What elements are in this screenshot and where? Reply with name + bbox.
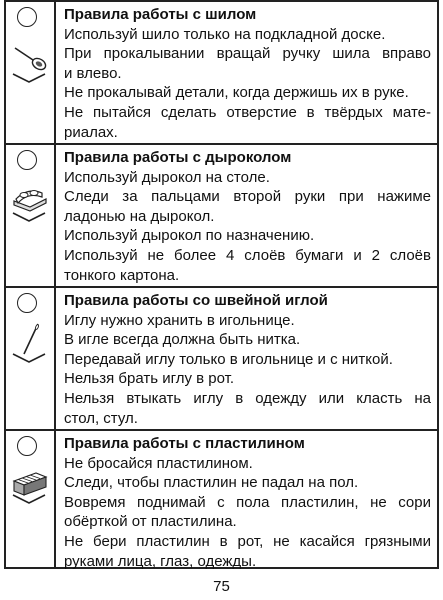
rule-line: В игле всегда должна быть нитка. [64,331,301,349]
checkbox-circle-icon [17,436,37,456]
rule-line: тонкого картона. [64,266,180,284]
section-sidebar [6,2,56,143]
section-content [64,148,431,285]
rule-section-awl [6,2,437,145]
section-title: Правила работы с пластилином [64,435,305,452]
rule-line: Вовремя поднимай с пола пластилин, не сори [64,493,431,511]
rule-section-hole-punch [6,145,437,288]
section-title: Правила работы с шилом [64,6,257,23]
rule-line: Используй шило только на подкладной доске. [64,25,386,43]
rule-line: ладонью на дырокол. [64,207,215,225]
chevron-down-icon [12,211,46,223]
section-sidebar [6,431,56,567]
rule-line: При прокалывании вращай ручку шила вправо [64,45,431,63]
chevron-down-icon [12,493,46,505]
rule-line: Передавай иглу только в игольнице и с ниткой. [64,350,393,368]
section-content [64,5,431,142]
checkbox-circle-icon [17,293,37,313]
section-content [64,434,431,571]
rule-line: Используй дырокол на столе. [64,168,270,186]
rule-section-plasticine [6,431,437,570]
checkbox-circle-icon [17,7,37,27]
rules-table [4,0,439,569]
section-sidebar [6,288,56,429]
rule-line: Нельзя брать иглу в рот. [64,370,235,388]
rule-line: Не бери пластилин в рот, не касайся грязными [64,532,431,550]
rule-line: Используй не более 4 слоёв бумаги и 2 слоёв [64,246,431,264]
section-content [64,291,431,428]
section-sidebar [6,145,56,286]
rule-line: риалах. [64,123,118,141]
chevron-down-icon [12,352,46,364]
rule-line: Иглу нужно хранить в игольнице. [64,311,295,329]
rule-line: Не пытайся сделать отверстие в твёрдых мате- [64,103,431,121]
rule-line: и влево. [64,64,122,82]
checkbox-circle-icon [17,150,37,170]
rule-line: Следи, чтобы пластилин не падал на пол. [64,474,359,492]
rule-line: стол, стул. [64,409,138,427]
rule-line: Используй дырокол по назначению. [64,227,315,245]
rule-line: Нельзя втыкать иглу в одежду или класть на [64,389,431,407]
page-number: 75 [213,578,230,595]
rule-section-sewing-needle [6,288,437,431]
chevron-down-icon [12,72,46,84]
rule-line: Не бросайся пластилином. [64,454,253,472]
awl-icon [10,36,50,76]
rule-line: руками лица, глаз, одежды. [64,552,257,570]
rule-line: обёрткой от пластилина. [64,513,237,531]
section-title: Правила работы с дыроколом [64,149,292,166]
section-title: Правила работы со швейной иглой [64,292,328,309]
rule-line: Следи за пальцами второй руки при нажиме [64,188,431,206]
rule-line: Не прокалывай детали, когда держишь их в руке. [64,84,409,102]
